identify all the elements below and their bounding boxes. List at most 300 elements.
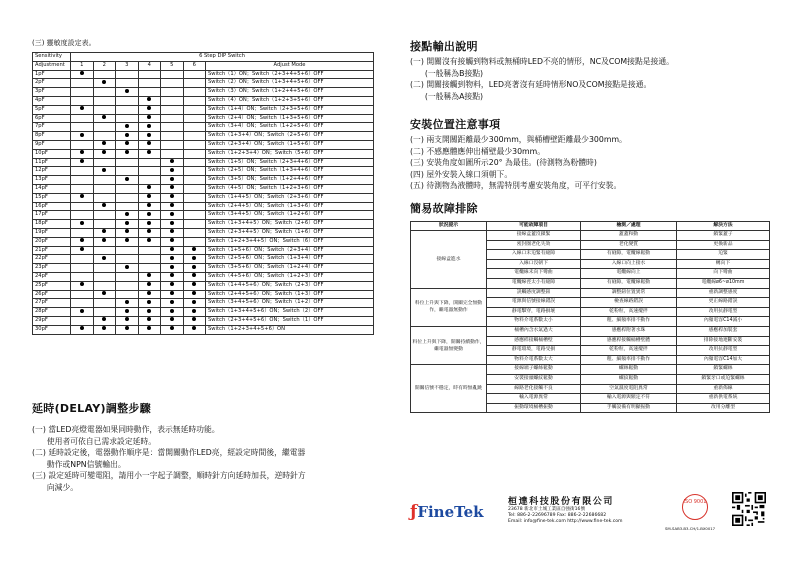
sensitivity-row [33,114,374,123]
dip-cell [161,202,184,211]
capacitance-value: 9pF [33,140,71,149]
contact-item: (一般稱為A接點) [410,91,484,101]
on-dot-icon [170,317,174,321]
on-dot-icon [170,238,174,242]
capacitance-value: 27pF [33,299,71,308]
on-dot-icon [192,309,196,313]
trouble-cell: 密封圈老化失效 [487,240,581,250]
dip-cell [71,237,94,246]
on-dot-icon [170,177,174,181]
capacitance-value: 3pF [33,88,71,97]
sensitivity-row [33,237,374,246]
trouble-cell: 蓋蓋和動 [581,231,677,241]
capacitance-value: 4pF [33,96,71,105]
dip-cell [138,202,161,211]
dip-cell [183,211,206,220]
on-dot-icon [147,221,151,225]
dip-cell [138,132,161,141]
sensitivity-row [33,193,374,202]
adjust-mode: Switch（1+5+6）ON；Switch（2+3+4）OFF [206,246,374,255]
dip-cell [183,79,206,88]
sensitivity-row [33,299,374,308]
adjust-mode: Switch（1+4+5）ON；Switch（2+3+6）OFF [206,193,374,202]
dip-cell [93,272,116,281]
dip-cell [138,193,161,202]
dip-cell [183,114,206,123]
on-dot-icon [80,150,84,154]
dip-cell [161,132,184,141]
dip-cell [138,237,161,246]
dip-cell [116,316,139,325]
delay-list [32,424,384,493]
on-dot-icon [102,229,106,233]
dip-cell [161,316,184,325]
dip-cell [71,88,94,97]
dip-cell [93,79,116,88]
on-dot-icon [80,106,84,110]
trouble-cell: 線路老化接觸不良 [487,384,581,394]
trouble-row [411,327,770,337]
capacitance-value: 12pF [33,167,71,176]
sensitivity-row [33,228,374,237]
dip-cell [183,272,206,281]
dip-cell [138,105,161,114]
trouble-cell: 感應桿接觸桶槽壁 [487,336,581,346]
capacitance-value: 8pF [33,132,71,141]
dip-cell [93,220,116,229]
on-dot-icon [192,265,196,269]
dip-cell [183,264,206,273]
dip-cell [183,149,206,158]
adjust-mode: Switch（1+2+3+4+5+6）ON [206,325,374,334]
dip-cell [116,167,139,176]
on-dot-icon [170,326,174,330]
trouble-cell: 鎖緊蓋子 [677,231,770,241]
on-dot-icon [125,238,129,242]
trouble-cell: 輸入電源與額定不符 [581,394,677,404]
sensitivity-row [33,149,374,158]
trouble-cell: 電纜線徑太小有縫隙 [487,279,581,289]
capacitance-value: 22pF [33,255,71,264]
dip-cell [116,237,139,246]
trouble-cell: 改用分離型 [677,403,770,413]
dip-cell [138,316,161,325]
dip-header: 6 Step DIP Switch [71,53,374,62]
delay-item: (三) 設定延時可變電阻，請用小一字起子調整，順時針方向延時加長，逆時針方 [32,471,306,480]
iso-badge-icon [682,494,708,520]
capacitance-value: 20pF [33,237,71,246]
dip-cell [161,70,184,79]
dip-cell [116,193,139,202]
dip-cell [138,255,161,264]
on-dot-icon [125,326,129,330]
trouble-cell: 輸入電源異常 [487,394,581,404]
dip-cell [161,299,184,308]
trouble-cell: 靜電擊穿，電路損壞 [487,307,581,317]
on-dot-icon [147,115,151,119]
right-column [410,38,772,413]
trouble-cell: 感應桿加裝套 [677,327,770,337]
sensitivity-row [33,132,374,141]
on-dot-icon [125,141,129,145]
trouble-row [411,365,770,375]
condition-cell: 料位上升與下降，開關持續動作，繼電器無變動 [411,327,487,365]
dip-cell [71,325,94,334]
on-dot-icon [147,326,151,330]
dip-cell [116,228,139,237]
dip-cell [93,281,116,290]
mode-header: Adjust Mode [206,61,374,70]
trouble-cell: 物料介電系數太小 [487,317,581,327]
on-dot-icon [80,194,84,198]
col-header: 3 [116,61,139,70]
on-dot-icon [80,326,84,330]
sensitivity-row [33,255,374,264]
sensitivity-row [33,220,374,229]
dip-cell [93,211,116,220]
dip-cell [71,167,94,176]
adjust-mode: Switch（4+5）ON；Switch（1+2+3+6）OFF [206,184,374,193]
on-dot-icon [125,221,129,225]
dip-cell [93,167,116,176]
dip-cell [138,184,161,193]
trouble-cell: 重新調整感度 [677,288,770,298]
capacitance-value: 13pF [33,176,71,185]
on-dot-icon [147,273,151,277]
document-number: SM-SAB3-B3-CH/1-BX0017 [665,526,716,531]
dip-cell [161,184,184,193]
adjust-mode: Switch（2+5）ON；Switch（1+3+4+6）OFF [206,167,374,176]
dip-cell [116,220,139,229]
adjust-mode: Switch（1+2+3+4）ON；Switch（5+6）OFF [206,149,374,158]
dip-cell [183,132,206,141]
dip-cell [71,316,94,325]
dip-cell [116,211,139,220]
trouble-cell: 向下彎曲 [677,269,770,279]
condition-cell: 開關信號不穩定，時有時無亂跳 [411,365,487,413]
trouble-cell: 有縫隙，電纜線鬆動 [581,279,677,289]
dip-cell [93,325,116,334]
trouble-cell: 螺紋鬆動 [581,375,677,385]
dip-cell [71,140,94,149]
dip-cell [93,123,116,132]
dip-cell [116,132,139,141]
trouble-cell: 入線口沒朝下 [487,259,581,269]
dip-cell [138,70,161,79]
dip-cell [93,193,116,202]
capacitance-value: 1pF [33,70,71,79]
trouble-cell: 內頻電容C14加大 [677,355,770,365]
dip-cell [138,264,161,273]
trouble-cell: 鎖緊螺絲 [677,365,770,375]
dip-cell [138,325,161,334]
on-dot-icon [125,89,129,93]
trouble-cell: 螺絲鬆動 [581,365,677,375]
adjust-mode: Switch（2+4+5）ON；Switch（1+3+6）OFF [206,202,374,211]
dip-cell [138,114,161,123]
capacitance-value: 11pF [33,158,71,167]
trouble-cell: 粗、細頻率排不動作 [581,355,677,365]
dip-cell [161,176,184,185]
trouble-cell: 粗、細頻率排不動作 [581,317,677,327]
dip-cell [93,184,116,193]
on-dot-icon [170,229,174,233]
trouble-cell: 接線端子螺絲鬆動 [487,365,581,375]
dip-cell [138,299,161,308]
install-title: 安裝位置注意事項 [410,118,501,131]
on-dot-icon [147,282,151,286]
delay-section [32,400,384,493]
dip-cell [138,228,161,237]
dip-cell [138,167,161,176]
logo-text: FineTek [417,503,484,521]
dip-cell [161,308,184,317]
dip-cell [116,123,139,132]
on-dot-icon [80,238,84,242]
dip-cell [71,228,94,237]
trouble-cell: 振動環境桶槽振動 [487,403,581,413]
dip-cell [183,237,206,246]
capacitance-value: 26pF [33,290,71,299]
dip-cell [183,184,206,193]
dip-cell [161,228,184,237]
dip-cell [93,105,116,114]
install-item: (四) 屋外安裝入線口須朝下。 [410,169,513,179]
trouble-cell: 調整鈕位置異常 [581,288,677,298]
trouble-cell: 重新供電系統 [677,394,770,404]
on-dot-icon [170,282,174,286]
adjust-mode: Switch（1+3+4+5）ON；Switch（2+6）OFF [206,220,374,229]
adjust-mode: Switch（1+3+4）ON；Switch（2+5+6）OFF [206,132,374,141]
trouble-cell: 改用抗靜電型 [677,346,770,356]
dip-cell [183,220,206,229]
adjust-mode: Switch（2+3+4）ON；Switch（1+5+6）OFF [206,140,374,149]
dip-cell [71,158,94,167]
on-dot-icon [102,317,106,321]
dip-cell [183,70,206,79]
dip-cell [71,246,94,255]
adjust-mode: Switch（1+2+3+4+5）ON；Switch（6）OFF [206,237,374,246]
trouble-cell: 電纜線未向下彎曲 [487,269,581,279]
trouble-cell: 改用抗靜電型 [677,307,770,317]
dip-cell [93,299,116,308]
on-dot-icon [102,168,106,172]
trouble-cell: 電纜線ø6~ø10mm [677,279,770,289]
footer [410,490,790,540]
trouble-cell: 手觸設備有明顯振動 [581,403,677,413]
trouble-row [411,231,770,241]
on-dot-icon [170,247,174,251]
contact-title: 接點輸出說明 [410,40,478,53]
dip-cell [138,281,161,290]
trouble-cell: 感應桿附著水珠 [581,327,677,337]
on-dot-icon [125,300,129,304]
sensitivity-table [32,52,374,335]
trouble-cell: 安裝接頭螺紋鬆動 [487,375,581,385]
dip-cell [93,308,116,317]
dip-cell [183,88,206,97]
trouble-cell: 誤觸感度調整鈕 [487,288,581,298]
delay-item: 向減少。 [32,482,79,492]
trouble-cell: 物料介電系數太大 [487,355,581,365]
address-line: 23678 新北市土城工業區自強街16號 [508,507,586,512]
trouble-cell: 檢查線路錯誤 [581,298,677,308]
dip-cell [161,237,184,246]
adjust-mode: Switch（1）ON；Switch（2+3+4+5+6）OFF [206,70,374,79]
on-dot-icon [170,273,174,277]
on-dot-icon [147,238,151,242]
sensitivity-row [33,79,374,88]
on-dot-icon [170,159,174,163]
capacitance-value: 7pF [33,123,71,132]
dip-cell [116,105,139,114]
dip-cell [116,202,139,211]
on-dot-icon [147,97,151,101]
adjust-mode: Switch（2+4）ON；Switch（1+3+5+6）OFF [206,114,374,123]
dip-cell [71,272,94,281]
dip-cell [116,264,139,273]
dip-cell [116,246,139,255]
dip-cell [161,79,184,88]
capacitance-value: 10pF [33,149,71,158]
on-dot-icon [102,326,106,330]
delay-item: 動作或NPN信號輸出。 [32,459,126,469]
dip-cell [161,96,184,105]
dip-cell [183,96,206,105]
trouble-title: 簡易故障排除 [410,201,478,215]
dip-cell [116,184,139,193]
on-dot-icon [102,238,106,242]
sensitivity-row [33,246,374,255]
dip-cell [183,123,206,132]
trouble-cell: 電纜線向上 [581,269,677,279]
trouble-cell: 有縫隙，電纜線鬆動 [581,250,677,260]
on-dot-icon [147,317,151,321]
company-address [508,507,623,526]
dip-cell [161,325,184,334]
on-dot-icon [80,282,84,286]
sensitivity-row [33,202,374,211]
capacitance-value: 24pF [33,272,71,281]
dip-cell [183,158,206,167]
on-dot-icon [147,212,151,216]
install-item: (五) 待測物為液體時，無需特別考慮安裝角度，可平行安裝。 [410,181,622,190]
on-dot-icon [192,300,196,304]
dip-cell [93,176,116,185]
dip-cell [93,132,116,141]
sensitivity-row [33,211,374,220]
sensitivity-row [33,308,374,317]
dip-cell [183,290,206,299]
dip-cell [71,290,94,299]
sensitivity-row [33,158,374,167]
dip-cell [183,281,206,290]
on-dot-icon [170,212,174,216]
adjust-mode: Switch（2+3+4+5）ON；Switch（1+6）OFF [206,228,374,237]
trouble-cell: 重新佈線 [677,384,770,394]
on-dot-icon [192,317,196,321]
dip-cell [71,299,94,308]
sensitivity-row [33,96,374,105]
delay-item: (二) 延時設定後，電器動作順序是：當開關動作LED亮，經設定時間後，繼電器 [32,448,306,457]
web-line: Email: info@fine-tek.com http://www.fine-tek.com [508,519,623,525]
on-dot-icon [170,221,174,225]
sensitivity-row [33,281,374,290]
on-dot-icon [147,291,151,295]
dip-cell [116,158,139,167]
capacitance-value: 23pF [33,264,71,273]
dip-cell [161,211,184,220]
on-dot-icon [192,256,196,260]
dip-cell [161,105,184,114]
capacitance-value: 29pF [33,316,71,325]
on-dot-icon [147,300,151,304]
trouble-header: 檢測／處理 [581,221,677,231]
install-list [410,134,772,192]
dip-cell [138,96,161,105]
dip-cell [93,158,116,167]
capacitance-value: 21pF [33,246,71,255]
adjust-mode: Switch（1+4+5+6）ON；Switch（2+3）OFF [206,281,374,290]
sensitivity-row [33,70,374,79]
logo-swoosh-icon: ƒ [410,502,418,522]
dip-cell [183,325,206,334]
dip-cell [71,149,94,158]
dip-cell [71,79,94,88]
on-dot-icon [147,194,151,198]
dip-cell [183,316,206,325]
on-dot-icon [125,265,129,269]
capacitance-value: 2pF [33,79,71,88]
trouble-header: 狀況提示 [411,221,487,231]
dip-cell [161,114,184,123]
dip-cell [183,176,206,185]
contact-item: (二) 開關接觸到物料，LED亮著沒有延時情形NO及COM接點是接通。 [410,80,652,89]
dip-cell [93,114,116,123]
on-dot-icon [80,221,84,225]
on-dot-icon [192,282,196,286]
dip-cell [71,308,94,317]
adjust-mode: Switch（4）ON；Switch（1+2+3+5+6）OFF [206,96,374,105]
capacitance-value: 17pF [33,211,71,220]
dip-cell [71,255,94,264]
trouble-cell: 靜電環境，電路受損 [487,346,581,356]
adjust-mode: Switch（3+5）ON；Switch（1+2+4+6）OFF [206,176,374,185]
col-header: 1 [71,61,94,70]
on-dot-icon [170,309,174,313]
on-dot-icon [102,150,106,154]
adjust-mode: Switch（2+3+4+5+6）ON；Switch（1）OFF [206,316,374,325]
trouble-table [410,221,770,414]
dip-cell [93,202,116,211]
on-dot-icon [147,141,151,145]
trouble-cell: 入線口向上接水 [581,259,677,269]
dip-cell [71,202,94,211]
dip-cell [71,176,94,185]
trouble-cell: 空氣濕度電阻異常 [581,384,677,394]
adjust-mode: Switch（3+4）ON；Switch（1+2+5+6）OFF [206,123,374,132]
dip-cell [93,228,116,237]
capacitance-value: 6pF [33,114,71,123]
delay-item: 使用者可依自已需求設定延時。 [32,436,157,446]
on-dot-icon [147,124,151,128]
dip-cell [71,105,94,114]
on-dot-icon [170,291,174,295]
dip-cell [161,167,184,176]
sensitivity-row [33,105,374,114]
trouble-cell: 更換新品 [677,240,770,250]
dip-cell [138,220,161,229]
